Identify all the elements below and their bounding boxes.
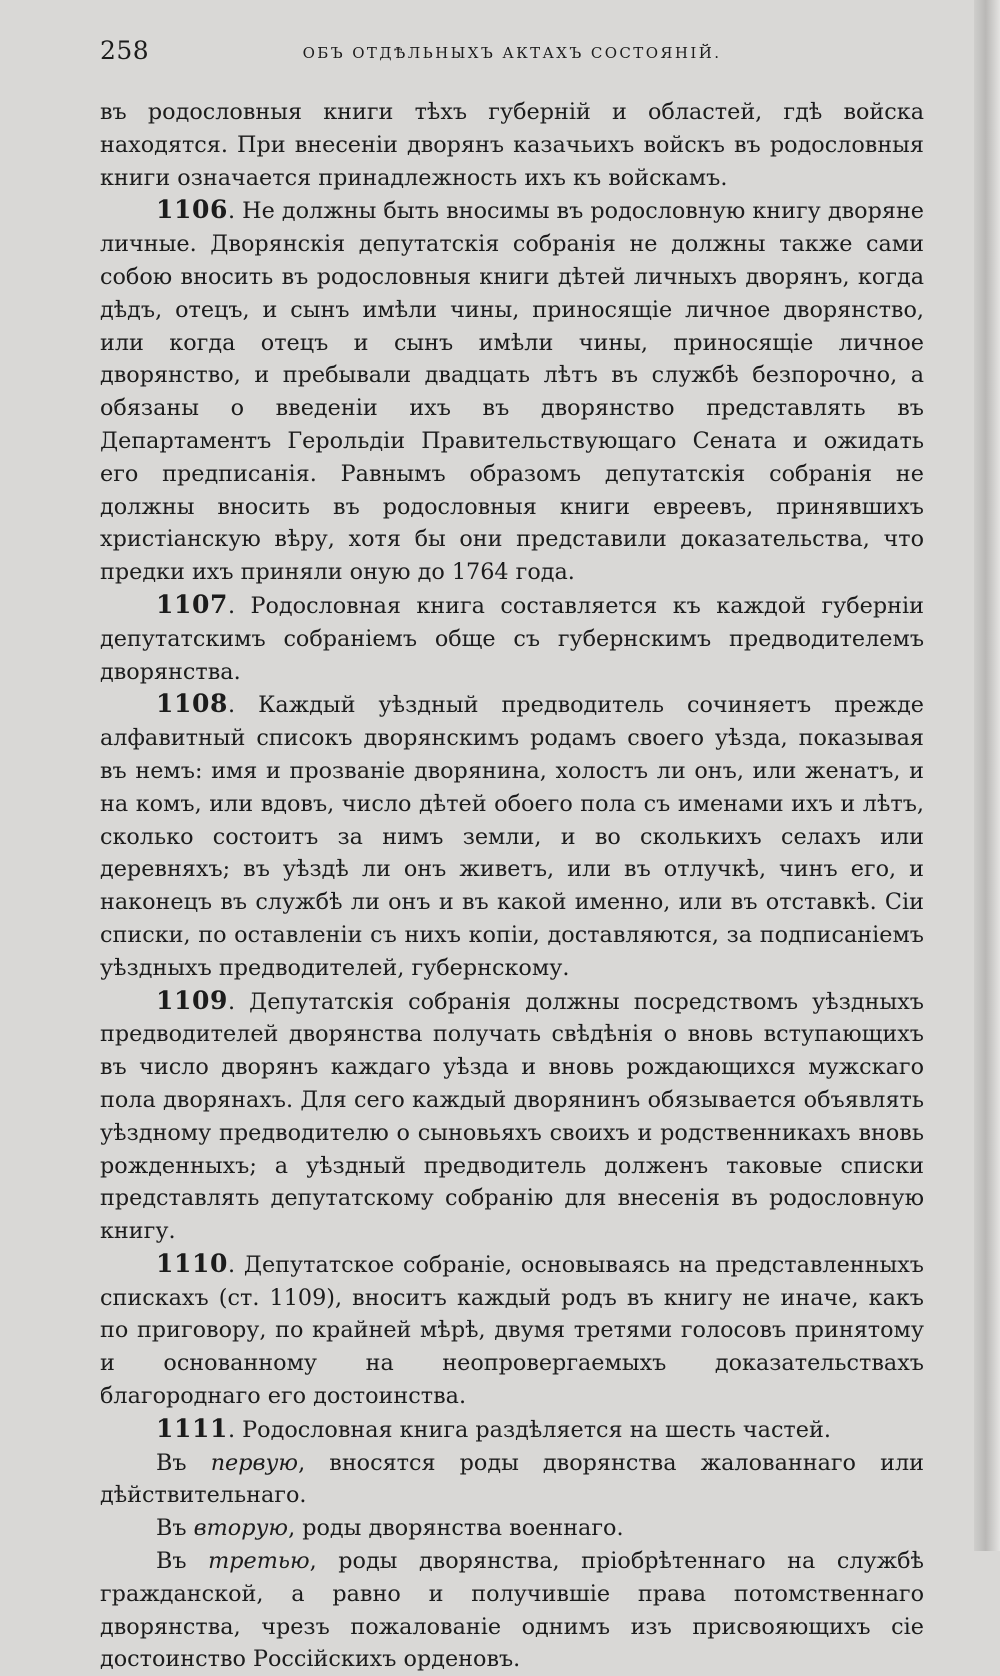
article-text: . Не должны быть вносимы въ родословную книгу дворяне личные. Дворянскія депутатскія собранія не должны также сами собою вносить въ родословныя книги дѣтей личныхъ дворянъ, когда дѣдъ, отецъ, и сынъ имѣли чины, приносящіе личное дворянство, или когда отецъ и сынъ имѣли чины, приносящіе личное дворянство, и пребывали двадцать лѣтъ въ службѣ безпорочно, а обязаны о введеніи ихъ въ дворянство представлять въ Департаментъ Герольдіи Правительствующаго Сената и ожидать его предписанія. Равнымъ образомъ депутатскія собранія не должны вносить въ родословныя книги евреевъ, принявшихъ христіанскую вѣру, хотя бы они представили доказательства, что предки ихъ приняли оную до 1764 года.	[100, 198, 924, 586]
article-1109	[100, 985, 924, 1248]
article-number: 1108	[156, 689, 228, 719]
article-text: . Каждый уѣздный предводитель сочиняетъ прежде алфавитный списокъ дворянскимъ родамъ своего уѣзда, показывая въ немъ: имя и прозваніе дворянина, холостъ ли онъ, или женатъ, и на комъ, или вдовъ, число дѣтей обоего пола съ именами ихъ и лѣтъ, сколько состоитъ за нимъ земли, и во сколькихъ селахъ или деревняхъ; въ уѣздѣ ли онъ живетъ, или въ отлучкѣ, чинъ его, и наконецъ въ службѣ ли онъ и въ какой именно, или въ отставкѣ. Сіи списки, по оставленіи съ нихъ копіи, доставляются, за подписаніемъ уѣздныхъ предводителей, губернскому.	[100, 692, 924, 981]
part-ordinal: третью	[208, 1548, 310, 1575]
book-part-first	[100, 1447, 924, 1513]
paragraph-continued	[100, 96, 924, 194]
part-prefix: Въ	[156, 1548, 209, 1575]
part-text: , вносятся роды дворянства жалованнаго или дѣйствительнаго.	[100, 1449, 924, 1509]
book-part-second	[100, 1512, 924, 1545]
book-part-third	[100, 1545, 924, 1676]
article-text: . Родословная книга раздѣляется на шесть частей.	[227, 1416, 831, 1443]
running-head: ОБЪ ОТДѢЛЬНЫХЪ АКТАХЪ СОСТОЯНІЙ.	[302, 44, 722, 62]
article-number: 1109	[156, 985, 228, 1015]
page-body	[100, 96, 924, 1676]
article-number: 1110	[156, 1248, 228, 1278]
part-ordinal: вторую	[193, 1515, 289, 1542]
part-text: , роды дворянства, пріобрѣтеннаго на службѣ гражданской, а равно и получившіе права потомственнаго дворянства, чрезъ пожалованіе однимъ изъ присвояющихъ сіе достоинство Россійскихъ орденовъ.	[100, 1548, 924, 1673]
part-text: , роды дворянства военнаго.	[288, 1515, 624, 1542]
page-edge	[974, 0, 1000, 1551]
part-ordinal: первую	[210, 1449, 299, 1476]
article-text: . Родословная книга составляется къ каждой губерніи депутатскимъ собраніемъ обще съ губернскимъ предводителемъ дворянства.	[100, 592, 924, 685]
article-text: . Депутатское собраніе, основываясь на представленныхъ спискахъ (ст. 1109), вноситъ каждый родъ въ книгу не иначе, какъ по приговору, по крайней мѣрѣ, двумя третями голосовъ принятому и основанному на неопровергаемыхъ доказательствахъ благороднаго его достоинства.	[100, 1251, 924, 1410]
article-1111	[100, 1413, 924, 1447]
article-number: 1111	[156, 1413, 228, 1443]
article-1106	[100, 194, 924, 589]
article-1110	[100, 1248, 924, 1413]
article-number: 1106	[156, 195, 228, 225]
part-prefix: Въ	[156, 1515, 194, 1542]
article-number: 1107	[156, 589, 228, 619]
article-1107	[100, 589, 924, 688]
part-prefix: Въ	[156, 1449, 211, 1476]
page-header	[100, 36, 924, 72]
article-1108	[100, 688, 924, 984]
article-text: . Депутатскія собранія должны посредствомъ уѣздныхъ предводителей дворянства получать свѣдѣнія о вновь вступающихъ въ число дворянъ каждаго уѣзда и вновь рождающихся мужскаго пола дворянахъ. Для сего каждый дворянинъ обязывается объявлять уѣздному предводителю о сыновьяхъ своихъ и родственникахъ вновь рожденныхъ; а уѣздный предводитель долженъ таковые списки представлять депутатскому собранію для внесенія въ родословную книгу.	[100, 988, 924, 1245]
paragraph-text: въ родословныя книги тѣхъ губерній и областей, гдѣ войска находятся. При внесеніи дворянъ казачьихъ войскъ въ родословныя книги означается принадлежность ихъ къ войскамъ.	[100, 99, 924, 191]
page-number: 258	[100, 36, 150, 65]
